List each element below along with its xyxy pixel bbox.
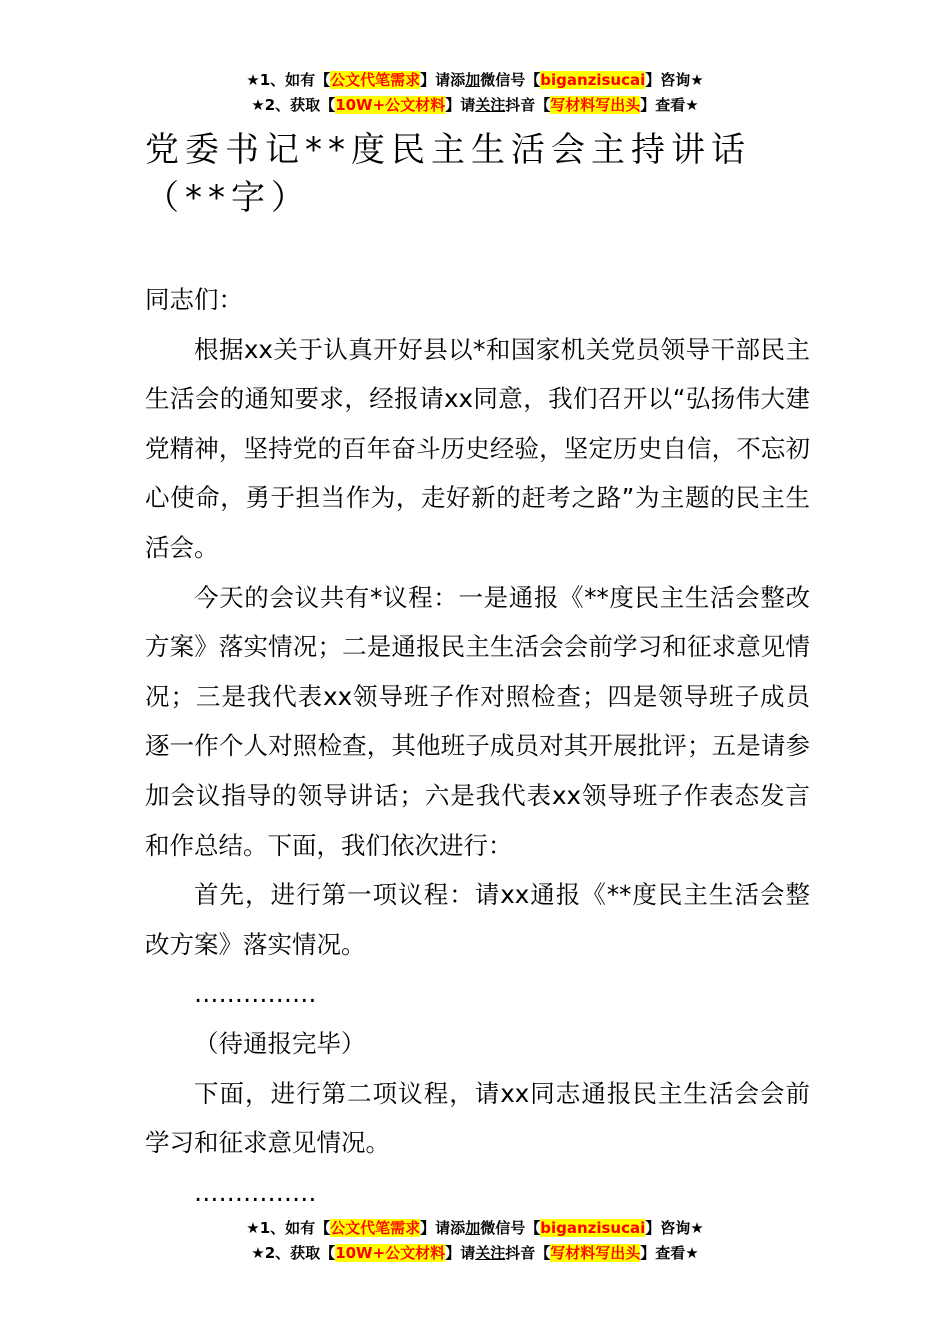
banner-line-2: ★2、获取【10W+公文材料】请关注抖音【写材料写出头】查看★ [251,1244,699,1262]
banner-line-2: ★2、获取【10W+公文材料】请关注抖音【写材料写出头】查看★ [251,96,699,114]
document-title: 党委书记**度民主生活会主持讲话（**字） [145,130,751,218]
header-banner [0,68,950,118]
paragraph: （待通报完毕） [194,1028,366,1058]
paragraph: 今天的会议共有*议程：一是通报《**度民主生活会整改方案》落实情况；二是通报民主生活会会前学习和征求意见情况；三是我代表xx领导班子作对照检查；四是领导班子成员逐一作个人对照检查，其他班子成员对其开展批评；五是请参加会议指导的领导讲话；六是我代表xx领导班子作表态发言和作总结。下面，我们依次进行： [145,582,810,860]
banner-line-1: ★1、如有【公文代笔需求】请添加微信号【biganzisucai】咨询★ [246,71,704,89]
highlight-materials: 10W+公文材料 [335,1244,446,1262]
paragraph: 首先，进行第一项议程：请xx通报《**度民主生活会整改方案》落实情况。 [145,880,810,959]
highlight-wechat-id: biganzisucai [540,71,646,89]
highlight-douyin: 写材料写出头 [550,96,641,114]
paragraph: 下面，进行第二项议程，请xx同志通报民主生活会会前学习和征求意见情况。 [145,1078,810,1158]
highlight-materials: 10W+公文材料 [335,96,446,114]
ellipsis-line: …………… [194,979,317,1009]
highlight-wechat-id: biganzisucai [540,1219,646,1237]
highlight-ghostwriting: 公文代笔需求 [330,71,421,89]
footer-banner [0,1216,950,1266]
ellipsis-line: …………… [194,1177,317,1207]
paragraph: 根据xx关于认真开好县以*和国家机关党员领导干部民主生活会的通知要求，经报请xx同意，我们召开以“弘扬伟大建党精神，坚持党的百年奋斗历史经验，坚定历史自信，不忘初心使命，勇于担当作为，走好新的赶考之路”为主题的民主生活会。 [145,334,810,562]
highlight-ghostwriting: 公文代笔需求 [330,1219,421,1237]
highlight-douyin: 写材料写出头 [550,1244,641,1262]
greeting: 同志们： [145,285,243,314]
banner-line-1: ★1、如有【公文代笔需求】请添加微信号【biganzisucai】咨询★ [246,1219,704,1237]
document-body [145,275,810,1217]
